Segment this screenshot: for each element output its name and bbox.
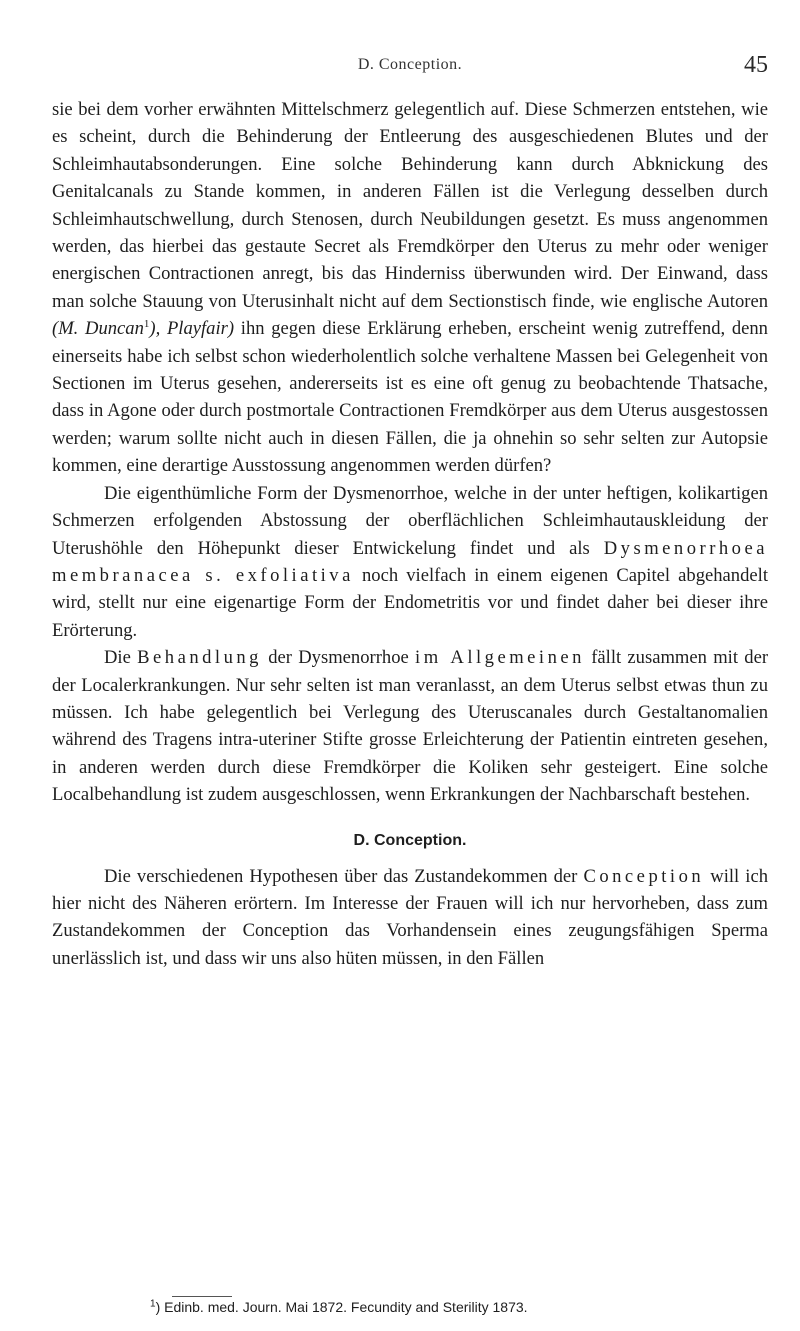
paragraph-4-text-a: Die verschiedenen Hypothesen über das Zustandekommen der	[104, 865, 584, 887]
paragraph-1-text-b: ihn gegen diese Erklärung erheben, erscheint wenig zutreffend, denn einerseits habe ich selbst schon wiederholentlich solche verhaltene Massen bei Gelegenheit von Sectionen im Uterus gesehen, andererseits ist es eine oft genug zu beobachtende Thatsache, dass in Agone oder durch postmortale Contractionen Fremdkörper aus dem Uterus ausgestossen werden; warum sollte nicht auch in diesen Fällen, die ja ohnehin so sehr selten zur Autopsie kommen, eine derartige Ausstossung angenommen werden dürfen?	[52, 318, 768, 477]
footnote-mark: 1	[150, 1298, 156, 1310]
running-head	[52, 52, 768, 82]
page-number: 45	[744, 52, 768, 78]
paragraph-3-text-a: Die	[104, 647, 138, 669]
body-text	[52, 96, 768, 972]
paragraph-3-text-b: der Dysmenorrhoe	[261, 647, 416, 669]
paragraph-4	[52, 863, 768, 973]
section-heading: D. Conception.	[353, 831, 467, 849]
paragraph-4-text-b: will ich hier nicht des Näheren erörtern. Im Interesse der Frauen will ich nur hervorheben, dass zum Zustandekommen der Conception das Vorhandensein eines zeugungsfähigen Sperma unerlässlich ist, und dass wir uns also hüten müssen, in den Fällen	[52, 865, 768, 969]
author-citation-playfair: ), Playfair)	[149, 318, 235, 340]
paragraph-2	[52, 480, 768, 644]
spaced-term-behandlung: Behandlung	[137, 647, 262, 669]
footnote-text: ) Edinb. med. Journ. Mai 1872. Fecundity and Sterility 1873.	[155, 1299, 528, 1315]
paragraph-2-text-b: noch vielfach in einem eigenen Capitel abgehandelt wird, stellt nur eine eigenartige Form der Endometritis vor und findet daher bei dieser ihre Erörterung.	[52, 564, 768, 641]
spaced-term-allgemeinen: im Allgemeinen	[415, 647, 585, 669]
author-citation-duncan: (M. Duncan	[52, 318, 144, 340]
spaced-term-conception: Conception	[583, 865, 705, 887]
paragraph-3	[52, 644, 768, 808]
paragraph-2-text-a: Die eigenthümliche Form der Dysmenorrhoe, welche in der unter heftigen, kolikartigen Schmerzen erfolgenden Abstossung der oberflächlichen Schleimhautauskleidung der Uterushöhle den Höhepunkt dieser Entwickelung findet und als	[52, 482, 768, 559]
footnote-reference: 1	[143, 318, 150, 331]
paragraph-3-text-c: fällt zusammen mit der der Localerkrankungen. Nur sehr selten ist man veranlasst, an dem Uterus selbst etwas thun zu müssen. Ich habe gelegentlich bei Verlegung des Uteruscanales durch Gestaltanomalien während des Tragens intra-uteriner Stifte grosse Erleichterung der Patientin eintreten gesehen, in anderen werden durch diese Fremdkörper die Koliken sehr gesteigert. Eine solche Localbehandlung ist zudem ausgeschlossen, wenn Erkrankungen der Nachbarschaft bestehen.	[52, 647, 769, 806]
footnote	[150, 1297, 770, 1317]
paragraph-1	[52, 96, 768, 480]
paragraph-1-text-a: sie bei dem vorher erwähnten Mittelschmerz gelegentlich auf. Diese Schmerzen entstehen, wie es scheint, durch die Behinderung der Entleerung des ausgeschiedenen Blutes und der Schleimhautabsonderungen. Eine solche Behinderung kann durch Abknickung des Genitalcanals zu Stande kommen, in anderen Fällen ist die Verlegung desselben durch Schleimhautschwellung, durch Stenosen, durch Neubildungen gesetzt. Es muss angenommen werden, das hierbei das gestaute Secret als Fremdkörper den Uterus zu mehr oder weniger energischen Contractionen anregt, bis das Hinderniss überwunden wird. Der Einwand, dass man solche Stauung von Uterusinhalt nicht auf dem Sectionstisch finde, wie englische Autoren	[52, 99, 768, 312]
running-title: D. Conception.	[357, 56, 463, 73]
spaced-term-dysmenorrhoea: Dysmenorrhoea membranacea s. exfoliativa	[52, 537, 768, 586]
